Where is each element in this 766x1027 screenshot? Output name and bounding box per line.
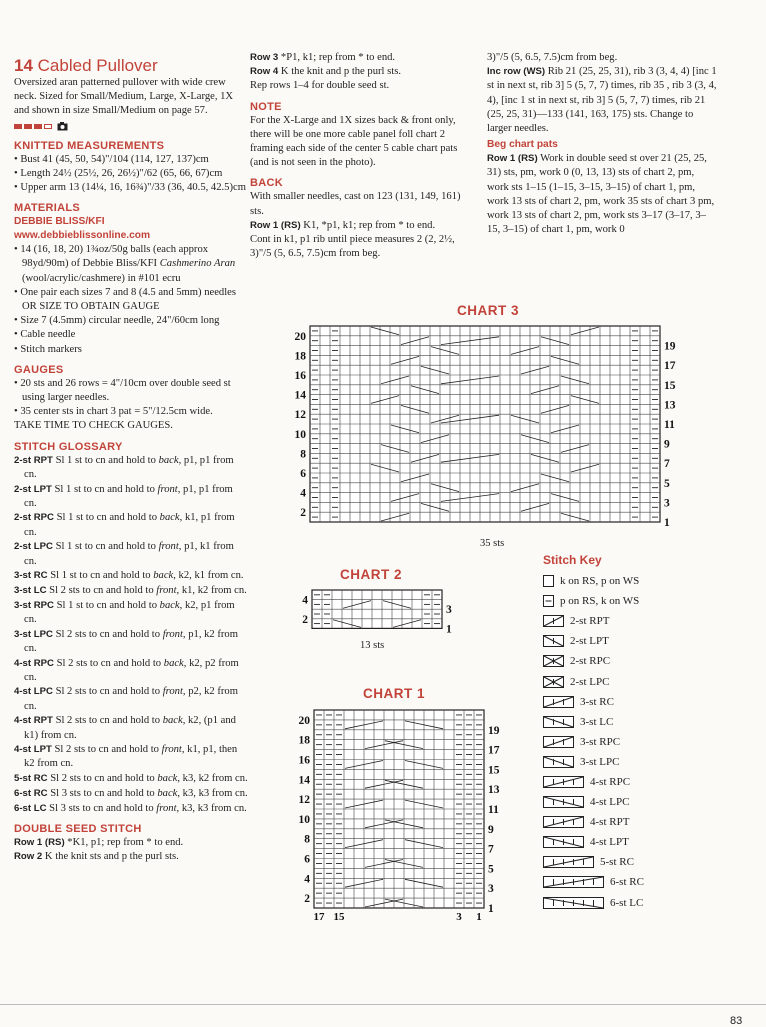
double-seed-row: Row 4 K the knit and p the purl sts. bbox=[250, 66, 401, 78]
row-label: 15 bbox=[664, 379, 676, 392]
materials-brand: DEBBIE BLISS/KFI bbox=[14, 216, 105, 228]
stitch-key-item bbox=[543, 832, 703, 852]
stitch-symbol-icon bbox=[543, 696, 574, 708]
stitch-symbol-icon bbox=[543, 816, 584, 828]
double-seed-row: Row 1 (RS) *K1, p1; rep from * to end. bbox=[14, 836, 184, 848]
stitch-symbol-icon bbox=[543, 856, 594, 868]
stitch-key-label: 3-st RPC bbox=[580, 735, 621, 748]
chart2-title: CHART 2 bbox=[340, 567, 403, 582]
row-label: 1 bbox=[664, 517, 670, 529]
measurement-item: • Upper arm 13 (14¼, 16, 16¾)"/33 (36, 40.5, 42.5)cm bbox=[14, 182, 246, 194]
row-label: 2 bbox=[302, 613, 308, 626]
gauge-check: TAKE TIME TO CHECK GAUGES. bbox=[14, 420, 173, 432]
stitch-symbol-icon bbox=[543, 736, 574, 748]
stitch-key-label: 2-st RPT bbox=[570, 615, 610, 628]
materials-item: • Stitch markers bbox=[14, 343, 82, 355]
stitch-key-item bbox=[543, 571, 703, 591]
row-label: 17 bbox=[488, 744, 500, 757]
row-label: 17 bbox=[664, 360, 676, 373]
stitch-symbol-icon bbox=[543, 836, 584, 848]
row-label: 1 bbox=[446, 623, 452, 634]
stitch-key-label: 2-st LPC bbox=[570, 675, 610, 688]
glossary-entry: 6-st LC Sl 3 sts to cn and hold to front, k3, k3 from cn. bbox=[14, 802, 247, 814]
stitch-key-label: 3-st RC bbox=[580, 695, 614, 708]
double-seed-heading: DOUBLE SEED STITCH bbox=[14, 822, 142, 835]
back-rib: Cont in k1, p1 rib until piece measures 2 (2, 2½, 3)"/5 (5, 6.5, 7.5)cm from beg. bbox=[250, 234, 455, 260]
chart3-grid bbox=[286, 322, 696, 534]
stitch-key-label: 4-st LPT bbox=[590, 836, 629, 849]
glossary-heading: STITCH GLOSSARY bbox=[14, 440, 123, 453]
page-number: 83 bbox=[730, 1015, 743, 1027]
row-label: 12 bbox=[298, 794, 310, 807]
stitch-symbol-icon bbox=[543, 756, 574, 768]
row-label: 12 bbox=[294, 409, 306, 422]
stitch-key-label: 3-st LPC bbox=[580, 755, 620, 768]
row-label: 18 bbox=[294, 350, 306, 363]
stitch-key-item bbox=[543, 611, 703, 631]
row-label: 6 bbox=[304, 853, 310, 866]
stitch-key-label: 5-st RC bbox=[600, 856, 634, 869]
stitch-key-label: 2-st RPC bbox=[570, 655, 611, 668]
column-middle bbox=[250, 51, 476, 261]
chart3-title: CHART 3 bbox=[457, 303, 520, 318]
stitch-key-item bbox=[543, 752, 703, 772]
stitch-key-label: 4-st RPT bbox=[590, 816, 630, 829]
row-label: 16 bbox=[294, 370, 306, 382]
glossary-entry: 3-st LC Sl 2 sts to cn and hold to front, k1, k2 from cn. bbox=[14, 584, 247, 596]
stitch-key-item bbox=[543, 631, 703, 651]
stitch-key-item bbox=[543, 671, 703, 691]
column-label: 1 bbox=[476, 911, 482, 923]
glossary-entry: 5-st RC Sl 2 sts to cn and hold to back, k3, k2 from cn. bbox=[14, 773, 248, 785]
row-label: 3 bbox=[446, 604, 452, 617]
stitch-key-item bbox=[543, 591, 703, 611]
footer-rule bbox=[0, 1004, 766, 1005]
beg-chart-heading: Beg chart pats bbox=[487, 139, 558, 151]
pattern-intro: Oversized aran patterned pullover with wide crew neck. Sized for Small/Medium, Large, X-Large, 1X and shown in size Small/Medium on page 57. bbox=[14, 77, 234, 117]
stitch-key-label: k on RS, p on WS bbox=[560, 575, 640, 588]
stitch-symbol-icon bbox=[543, 876, 604, 888]
stitch-key-label: p on RS, k on WS bbox=[560, 595, 640, 608]
stitch-key-list bbox=[543, 571, 703, 913]
glossary-entry: 2-st RPT Sl 1 st to cn and hold to back, p1, p1 from cn. bbox=[14, 454, 234, 480]
double-seed-row: Row 2 K the knit sts and p the purl sts. bbox=[14, 850, 179, 862]
stitch-key-item bbox=[543, 893, 703, 913]
glossary-entry: 3-st RC Sl 1 st to cn and hold to back, k2, k1 from cn. bbox=[14, 570, 244, 582]
glossary-entry: 2-st LPT Sl 1 st to cn and hold to front, p1, p1 from cn. bbox=[14, 483, 233, 509]
row-label: 16 bbox=[298, 754, 310, 767]
materials-item: • One pair each sizes 7 and 8 (4.5 and 5mm) needles OR SIZE TO OBTAIN GAUGE bbox=[14, 286, 236, 313]
row-label: 4 bbox=[304, 873, 310, 886]
glossary-entry: 4-st RPC Sl 2 sts to cn and hold to back, k2, p2 from cn. bbox=[14, 657, 239, 683]
row-label: 20 bbox=[294, 330, 306, 343]
pattern-title: 14 Cabled Pullover bbox=[14, 56, 158, 75]
skill-bar bbox=[34, 124, 42, 129]
stitch-key-label: 6-st LC bbox=[610, 896, 644, 909]
stitch-symbol-icon bbox=[543, 776, 584, 788]
stitch-symbol-icon bbox=[543, 635, 564, 647]
measurement-item: • Bust 41 (45, 50, 54)"/104 (114, 127, 137)cm bbox=[14, 153, 209, 165]
skill-bar bbox=[24, 124, 32, 129]
materials-item: • Cable needle bbox=[14, 329, 76, 341]
skill-bar bbox=[44, 124, 52, 129]
stitch-key-item bbox=[543, 872, 703, 892]
chart1-grid bbox=[286, 706, 516, 924]
stitch-symbol-icon bbox=[543, 595, 554, 607]
gauge-item: • 35 center sts in chart 3 pat = 5"/12.5cm wide. bbox=[14, 406, 213, 418]
materials-heading: MATERIALS bbox=[14, 202, 81, 215]
row-label: 14 bbox=[294, 389, 306, 402]
measurement-item: • Length 24½ (25½, 26, 26½)"/62 (65, 66, 67)cm bbox=[14, 167, 223, 179]
row-label: 10 bbox=[294, 428, 306, 441]
gauge-item: • 20 sts and 26 rows = 4"/10cm over double seed st using larger needles. bbox=[14, 377, 231, 404]
chart3-caption: 35 sts bbox=[480, 538, 505, 549]
back-heading: BACK bbox=[250, 177, 283, 190]
stitch-key-item bbox=[543, 792, 703, 812]
materials-url[interactable]: www.debbieblissonline.com bbox=[14, 230, 151, 242]
row-label: 10 bbox=[298, 813, 310, 826]
column-left bbox=[14, 56, 248, 864]
row-label: 7 bbox=[664, 458, 670, 471]
back-row-1: Row 1 (RS) K1, *p1, k1; rep from * to end. bbox=[250, 219, 436, 231]
row-label: 18 bbox=[298, 734, 310, 747]
stitch-key-label: 4-st LPC bbox=[590, 796, 630, 809]
stitch-key-label: 4-st RPC bbox=[590, 775, 631, 788]
row-label: 9 bbox=[664, 438, 670, 451]
column-label: 15 bbox=[333, 911, 345, 923]
row-label: 1 bbox=[488, 903, 494, 915]
row-label: 19 bbox=[488, 724, 500, 737]
row-label: 9 bbox=[488, 823, 494, 836]
row-label: 15 bbox=[488, 764, 500, 777]
row-label: 5 bbox=[664, 477, 670, 490]
glossary-entry: 3-st LPC Sl 2 sts to cn and hold to front, p1, k2 from cn. bbox=[14, 628, 238, 654]
stitch-key-item bbox=[543, 692, 703, 712]
glossary-entry: 4-st LPC Sl 2 sts to cn and hold to front, p2, k2 from cn. bbox=[14, 686, 238, 712]
note-text: For the X-Large and 1X sizes back & front only, there will be one more cable panel foll chart 2 framing each side of the center 5 cable chart pats (and is not seen in the photo). bbox=[250, 114, 458, 169]
stitch-key-item bbox=[543, 651, 703, 671]
stitch-symbol-icon bbox=[543, 615, 564, 627]
row-label: 8 bbox=[304, 833, 310, 846]
row-label: 20 bbox=[298, 714, 310, 727]
stitch-symbol-icon bbox=[543, 575, 554, 587]
row-label: 4 bbox=[302, 594, 308, 607]
stitch-key-label: 3-st LC bbox=[580, 715, 614, 728]
stitch-symbol-icon bbox=[543, 796, 584, 808]
stitch-key-item bbox=[543, 732, 703, 752]
row-label: 8 bbox=[300, 448, 306, 461]
column-label: 3 bbox=[456, 911, 462, 923]
row-label: 2 bbox=[300, 507, 306, 520]
row-label: 4 bbox=[300, 487, 306, 500]
chart1-title: CHART 1 bbox=[363, 686, 426, 701]
row-label: 3 bbox=[488, 883, 494, 896]
glossary-entry: 2-st RPC Sl 1 st to cn and hold to back, k1, p1 from cn. bbox=[14, 512, 235, 538]
stitch-key-item bbox=[543, 812, 703, 832]
stitch-key bbox=[543, 553, 703, 913]
stitch-symbol-icon bbox=[543, 655, 564, 667]
skill-bar bbox=[14, 124, 22, 129]
gauges-heading: GAUGES bbox=[14, 363, 64, 376]
glossary-entry: 6-st RC Sl 3 sts to cn and hold to back, k3, k3 from cn. bbox=[14, 787, 248, 799]
stitch-symbol-icon bbox=[543, 676, 564, 688]
chart2-grid bbox=[296, 586, 466, 634]
glossary-entry: 4-st RPT Sl 2 sts to cn and hold to back, k2, (p1 and k1) from cn. bbox=[14, 715, 236, 741]
row-label: 2 bbox=[304, 893, 310, 906]
row-label: 3 bbox=[664, 497, 670, 510]
measurements-heading: KNITTED MEASUREMENTS bbox=[14, 139, 165, 152]
glossary-list bbox=[14, 454, 248, 816]
column-right bbox=[487, 51, 717, 237]
stitch-key-title: Stitch Key bbox=[543, 553, 602, 567]
materials-item: • Size 7 (4.5mm) circular needle, 24"/60cm long bbox=[14, 315, 220, 327]
stitch-key-label: 2-st LPT bbox=[570, 635, 609, 648]
stitch-key-item bbox=[543, 712, 703, 732]
skill-level bbox=[14, 121, 248, 133]
materials-yarn: • 14 (16, 18, 20) 1¾oz/50g balls (each approx 98yd/90m) of Debbie Bliss/KFI Cashmerino Aran (wool/acrylic/cashmere) in #101 ecru bbox=[14, 244, 236, 284]
double-seed-row: Row 3 *P1, k1; rep from * to end. bbox=[250, 52, 396, 63]
stitch-key-item bbox=[543, 852, 703, 872]
row-label: 14 bbox=[298, 774, 310, 787]
row-label: 13 bbox=[664, 399, 676, 412]
camera-icon bbox=[57, 122, 68, 131]
stitch-key-label: 6-st RC bbox=[610, 876, 644, 889]
note-heading: NOTE bbox=[250, 100, 282, 113]
double-seed-rep: Rep rows 1–4 for double seed st. bbox=[250, 80, 390, 92]
column-label: 17 bbox=[313, 911, 325, 923]
glossary-entry: 2-st LPC Sl 1 st to cn and hold to front, p1, k1 from cn. bbox=[14, 541, 234, 567]
back-rib-cont: 3)"/5 (5, 6.5, 7.5)cm from beg. bbox=[487, 52, 618, 63]
stitch-symbol-icon bbox=[543, 897, 604, 909]
chart2-caption: 13 sts bbox=[360, 640, 385, 651]
row-label: 5 bbox=[488, 863, 494, 876]
glossary-entry: 3-st RPC Sl 1 st to cn and hold to back, k2, p1 from cn. bbox=[14, 599, 235, 625]
glossary-entry: 4-st LPT Sl 2 sts to cn and hold to front, k1, p1, then k2 from cn. bbox=[14, 744, 238, 770]
stitch-key-item bbox=[543, 772, 703, 792]
back-cast-on: With smaller needles, cast on 123 (131, 149, 161) sts. bbox=[250, 191, 461, 217]
row-label: 6 bbox=[300, 468, 306, 480]
row-label: 19 bbox=[664, 340, 676, 353]
row-label: 11 bbox=[488, 804, 499, 816]
inc-row: Inc row (WS) Rib 21 (25, 25, 31), rib 3 (3, 4, 4) [inc 1 st in next st, rib 3] 5 (5, 7, 7) times, rib 35 , rib 3 (3, 4, 4), [inc 1 st in next st, rib 3] 5 (5, 7, 7) times, rib 21 (25, 25, 31)—133 (141, 163, 175) sts. Change to larger needles. bbox=[487, 66, 717, 135]
row-label: 7 bbox=[488, 843, 494, 856]
row-label: 13 bbox=[488, 784, 500, 797]
beg-chart-row: Row 1 (RS) Work in double seed st over 21 (25, 25, 31) sts, pm, work 0 (0, 13, 13) sts of chart 2, pm, work sts 1–15 (1–15, 3–15, 3–15) of chart 1, pm, work 13 sts of chart 2, pm, work 35 sts of chart 3 pm, work 13 sts of chart 2, pm, work sts 3–17 (3–17, 3–15, 3–15) of chart 1, pm, work 0 bbox=[487, 153, 715, 236]
stitch-symbol-icon bbox=[543, 716, 574, 728]
row-label: 11 bbox=[664, 419, 675, 431]
